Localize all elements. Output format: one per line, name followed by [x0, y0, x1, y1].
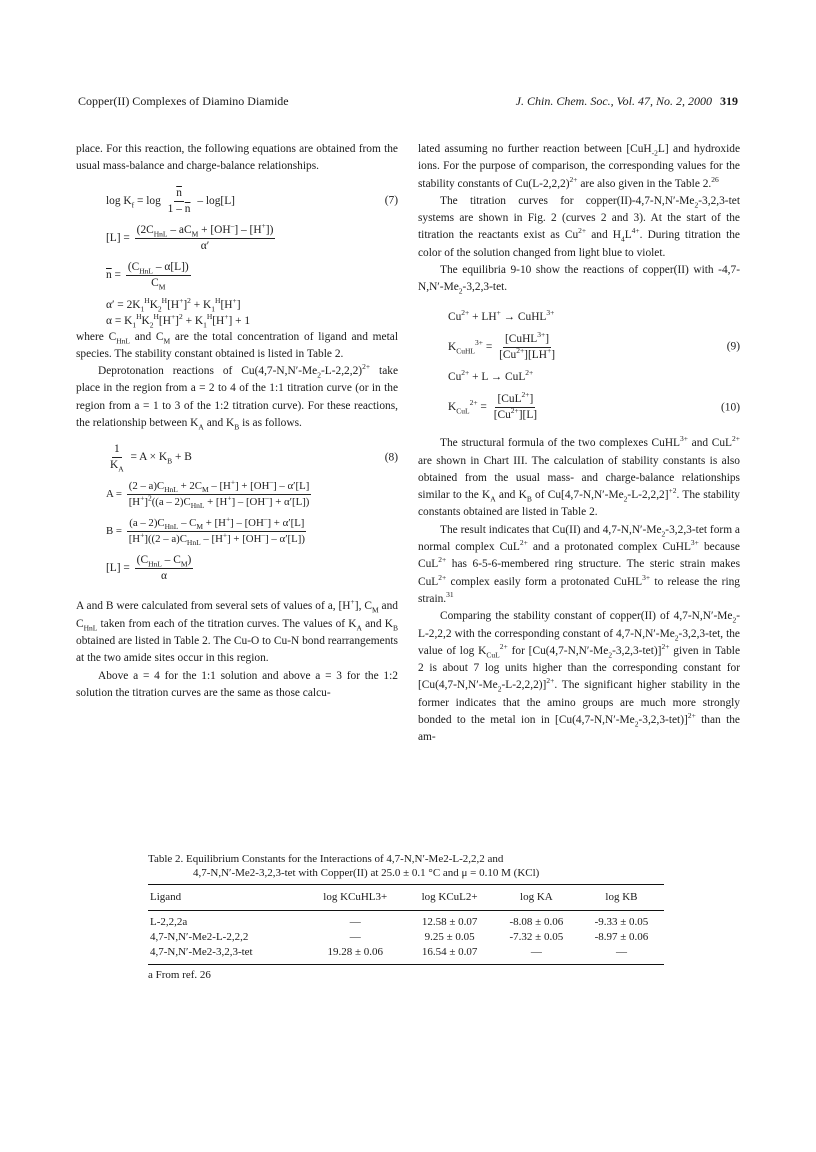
journal-citation: J. Chin. Chem. Soc., Vol. 47, No. 2, 2000 [515, 94, 712, 108]
paragraph: place. For this reaction, the following equations are obtained from the usual mass-balance and charge-balance relationships. [76, 143, 398, 173]
equation-nbar: $\overline{n}$ = $\frac{(C_{HnL} - \alpha[L])}{C_M}$ [106, 260, 189, 291]
table-cell: -9.33 ± 0.05 [594, 916, 649, 928]
right-column [418, 141, 740, 747]
equation-9a: $Cu^{2+} + LH^+$ → CuHL$^{3+}$ [448, 307, 555, 323]
equation-10: $K_{CuL}^{2+}$ = $\frac{[CuL^{2+}]}{[Cu^{2+}][L]}$ (10) [448, 390, 740, 422]
equation-8: $\frac{1}{K_A}$ = $A \times K_B + B$ (8) [110, 443, 398, 474]
equation-number: (10) [721, 401, 740, 414]
column-header: log KB [579, 885, 664, 911]
column-header: log KCuL2+ [405, 885, 493, 911]
equation-9: $K_{CuHL}^{3+}$ = $\frac{[CuHL^{3+}]}{[Cu^{2+}][LH^+]}$ (9) [448, 330, 740, 361]
equation-L2: [L] = $\frac{(C_{HnL} - C_M)}{\alpha}$ [106, 554, 192, 583]
equation-7: $\log K_f = \log$ $\frac{\overline{n}}{1 - \overline{n}}$ – log[L] (7) [106, 186, 398, 215]
table-caption [148, 852, 664, 880]
table-cell: 4,7-N,N′-Me2-L-2,2,2 [150, 931, 249, 943]
table-cell: L-2,2,2a [150, 916, 188, 928]
table-cell: -8.08 ± 0.06 [509, 916, 564, 928]
table-row [148, 945, 664, 965]
table-caption-line: 4,7-N,N′-Me2-3,2,3-tet with Copper(II) at 25.0 ± 0.1 °C and μ = 0.10 M (KCl) [193, 867, 540, 879]
table-cell: — [349, 916, 361, 928]
table-cell: 4,7-N,N′-Me2-3,2,3-tet [150, 946, 253, 958]
table-row [148, 930, 664, 945]
table-cell: 12.58 ± 0.07 [421, 916, 478, 928]
equation-B: B = $\frac{(a - 2)C_{HnL} - C_M + [H^+] - [OH^-] + \alpha'[L]}{[H^+]((2 - a)C_{HnL} - [H^+] + [OH^-] - \alpha'[L])}$ [106, 514, 305, 548]
page-number: 319 [720, 94, 738, 108]
column-header: Ligand [148, 885, 305, 911]
table-cell: 19.28 ± 0.06 [327, 946, 384, 958]
equation-number: (9) [726, 340, 740, 353]
paragraph: Comparing the stability constant of copper(II) of $4,7-N,N'-Me_2-L-2,2,2$ with the corresponding constant of $4,7-N,N'-Me_2-3,2,3$-tet, the value of $\log K_{CuL}^{2+}$ for $[Cu(4,7-N,N'-Me_2-3,2,3-tet)]^{2+}$ given in Table 2 is about 7 log units higher than the corresponding constant for $[Cu(4,7-N,N'-Me_2-L-2,2,2)]^{2+}$. The significant higher stability in the former indicates that the amino groups are much more strongly bonded to the metal ion in $[Cu(4,7-N,N'-Me_2-3,2,3-tet)]^{2+}$ than the am- [418, 610, 741, 744]
paragraph: Deprotonation reactions of $Cu(4,7-N,N'-Me_2-L-2,2,2)^{2+}$ take place in the region from a = 2 to 4 of the 1:1 titration curve (or in the region from a = 1 to 3 of the 1:2 titration curve). For these reactions, the relationship between $K_A$ and $K_B$ is as follows. [76, 362, 399, 432]
equation-10a: $Cu^{2+} + L \to CuL^{2+}$ [448, 368, 534, 383]
left-column [76, 141, 398, 702]
table-cell: — [615, 946, 627, 958]
table-cell: 16.54 ± 0.07 [421, 946, 478, 958]
table-2 [148, 852, 664, 981]
constants-table [148, 884, 664, 965]
paragraph: where $C_{HnL}$ and $C_M$ are the total concentration of ligand and metal species. The stability constant obtained is listed in Table 2. [76, 330, 398, 360]
column-header: log KA [494, 885, 579, 911]
running-header-citation [516, 94, 738, 109]
table-caption-line: Table 2. Equilibrium Constants for the Interactions of 4,7-N,N′-Me2-L-2,2,2 and [148, 853, 504, 865]
paragraph: The equilibria 9-10 show the reactions of copper(II) with $-4,7-N,N'-Me_2-3,2,3$-tet. [418, 264, 740, 296]
column-header: log KCuHL3+ [305, 885, 405, 911]
equation-L: [L] = $\frac{(2C_{HnL} - aC_M + [OH^-] - [H^+])}{\alpha'}$ [106, 220, 274, 252]
table-cell: -8.97 ± 0.06 [594, 931, 649, 943]
table-cell: — [349, 931, 361, 943]
equation-A: A = $\frac{(2 - a)C_{HnL} + 2C_M - [H^+] + [OH^-] - \alpha'[L]}{[H^+]^2((a - 2)C_{HnL} + [H^+] - [OH^-] + \alpha'[L])}$ [106, 477, 310, 511]
equation-alpha: $\alpha' = 2K_1^HK_2^H[H^+]^2 + K_1^H[H^+]$ $\alpha = K_1^HK_2^H[H^+]^2 + K_1^H[H^+] + 1$ [106, 295, 251, 329]
running-header-title: Copper(II) Complexes of Diamino Diamide [78, 94, 289, 108]
table-footnote: a From ref. 26 [148, 969, 211, 981]
paragraph: The structural formula of the two complexes CuHL$^{3+}$ and CuL$^{2+}$ are shown in Chart III. The calculation of stability constants is also obtained from the usual mass- and charge-balance relationships similar to the $K_A$ and $K_B$ of $Cu[4,7-N,N'-Me_2-L-2,2,2]^{+2}$. The stability constants obtained are listed in Table 2. [418, 434, 741, 519]
paragraph: The result indicates that Cu(II) and $4,7-N,N'-Me_2-3,2,3$-tet form a normal complex CuL$^{2+}$ and a protonated complex CuHL$^{3+}$ because CuL$^{2+}$ has 6-5-6-membered ring structure. The steric strain makes CuL$^{2+}$ complex easily form a protonated CuHL$^{3+}$ to release the ring strain.$^{31}$ [418, 523, 740, 605]
table-cell: 9.25 ± 0.05 [424, 931, 475, 943]
paragraph: The titration curves for $copper(II)-4,7-N,N'-Me_2-3,2,3$-tet systems are shown in Fig. 2 (curves 2 and 3). At the start of the titration the reactants exist as $Cu^{2+}$ and $H_4L^{4+}$. During titration the color of the solution changed from light blue to violet. [418, 194, 740, 259]
paragraph: A and B were calculated from several sets of values of a, [H+], $C_M$ and $C_{HnL}$ taken from each of the titration curves. The values of $K_A$ and $K_B$ obtained are listed in Table 2. The Cu-O to Cu-N bond rearrangements at the two amide sites occur in this region. [76, 597, 398, 665]
equation-number: (7) [384, 194, 398, 207]
equation-number: (8) [384, 451, 398, 464]
table-row [148, 911, 664, 931]
paragraph: Above a = 4 for the 1:1 solution and above a = 3 for the 1:2 solution the titration curves are the same as those calcu- [76, 669, 398, 699]
table-cell: -7.32 ± 0.05 [509, 931, 564, 943]
table-cell: — [530, 946, 542, 958]
paragraph: lated assuming no further reaction between [CuH$_{-2}$L] and hydroxide ions. For the purpose of comparison, the corresponding values for the stability constants of $Cu(L-2,2,2)^{2+}$ are also given in the Table 2.26 [418, 143, 741, 190]
